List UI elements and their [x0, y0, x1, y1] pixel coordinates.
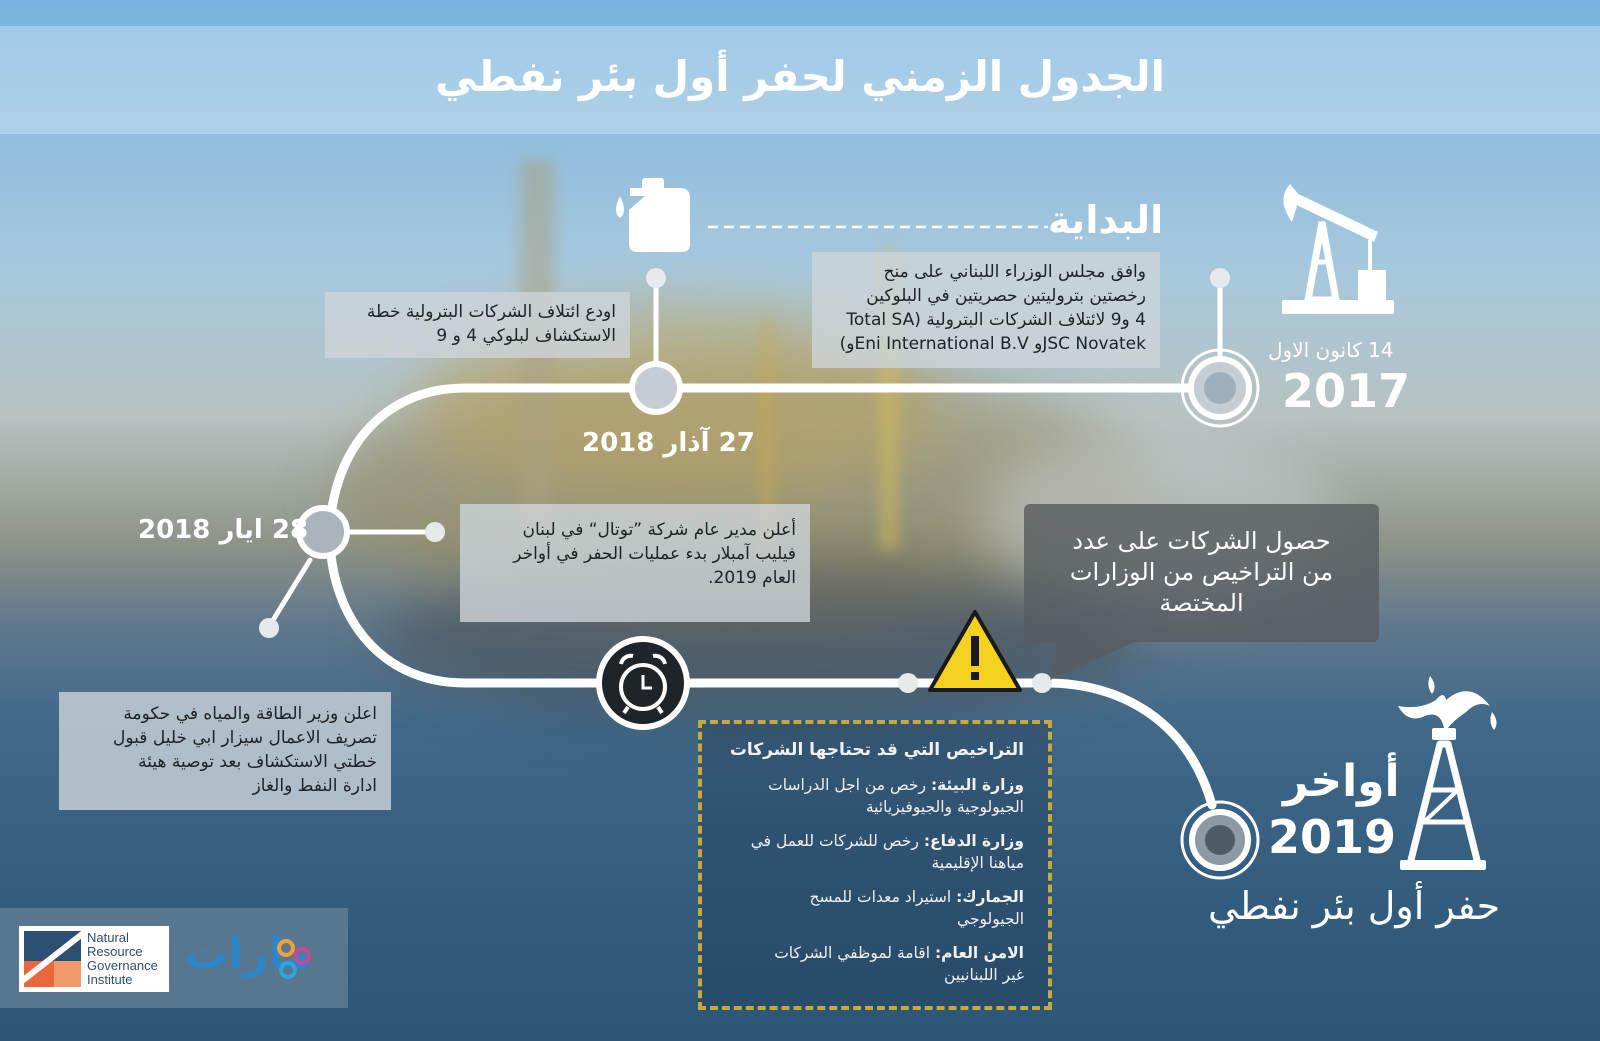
- dec-2017-description: [812, 252, 1160, 368]
- license-item: [722, 886, 1024, 930]
- nrgi-line-2: Resource: [87, 944, 143, 959]
- license-text-2: الجيولوجي: [957, 910, 1024, 928]
- nrgi-line-4: Institute: [87, 972, 133, 987]
- warning-icon: [930, 612, 1020, 690]
- mar-2018-text-2: الاستكشاف لبلوكي 4 و 9: [436, 326, 616, 346]
- end-2019-caption: حفر أول بئر نفطي: [1208, 884, 1501, 928]
- oil-derrick-icon: [1398, 676, 1497, 870]
- may-2018-text-2: فيليب آمبلار بدء عمليات الحفر في أواخر: [513, 544, 796, 564]
- dec-2017-year: 2017: [1282, 364, 1411, 418]
- mar-2018-date: 27 آذار 2018: [582, 428, 755, 458]
- license-text-2: مياهنا الإقليمية: [931, 854, 1024, 872]
- node-end-2019: [1182, 802, 1258, 878]
- node-mar-2018: [632, 364, 680, 412]
- license-ministry: وزارة البيئة:: [930, 776, 1024, 794]
- start-label: البداية: [1048, 198, 1164, 242]
- marat-dots-icon: [272, 934, 322, 984]
- oil-pump-icon: [1282, 184, 1394, 314]
- nrgi-logo: [19, 926, 169, 992]
- license-ministry: الجمارك:: [956, 888, 1024, 906]
- licenses-heading: التراخيص التي قد تحتاجها الشركات: [729, 740, 1024, 760]
- jerrycan-icon: [616, 178, 690, 252]
- minister-description: [59, 692, 391, 810]
- mar-2018-description: [325, 292, 630, 358]
- license-item: [722, 830, 1024, 874]
- minister-text-2: تصريف الاعمال سيزار ابي خليل قبول: [113, 728, 377, 748]
- dec-2017-day: 14 كانون الاول: [1268, 338, 1394, 362]
- license-text: رخص من اجل الدراسات: [768, 776, 926, 794]
- license-text: رخص للشركات للعمل في: [750, 832, 919, 850]
- may-2018-date: 28 ايار 2018: [138, 515, 309, 545]
- callout-pointer: [1050, 642, 1135, 680]
- page-title: الجدول الزمني لحفر أول بئر نفطي: [434, 52, 1166, 101]
- alarm-clock-icon: [599, 639, 687, 727]
- end-2019-year: 2019: [1268, 810, 1397, 864]
- license-item: [722, 774, 1024, 818]
- license-text: اقامة لموظفي الشركات: [774, 944, 930, 962]
- may-2018-text-1: أعلن مدير عام شركة ”توتال“ في لبنان: [522, 520, 796, 540]
- dec-2017-text-1: وافق مجلس الوزراء اللبناني على منح: [883, 262, 1146, 282]
- license-text-2: غير اللبنانيين: [944, 966, 1024, 984]
- node-dec-2017: [1182, 350, 1258, 426]
- license-text: استيراد معدات للمسح: [809, 888, 952, 906]
- minister-text-4: ادارة النفط والغاز: [252, 776, 377, 796]
- dec-2017-text-4: JSC Novatekو Eni International B.Vو): [839, 334, 1146, 354]
- nrgi-line-3: Governance: [87, 958, 158, 973]
- mar-2018-text-1: اودع ائتلاف الشركات البترولية خطة: [366, 302, 616, 322]
- license-text-2: الجيولوجية والجيوفيزيائية: [865, 798, 1024, 816]
- licenses-callout-text-2: من التراخيص من الوزارات: [1069, 558, 1334, 586]
- may-2018-text-3: العام 2019.: [708, 568, 796, 588]
- licenses-callout-text-1: حصول الشركات على عدد: [1072, 527, 1331, 555]
- dec-2017-text-2: رخصتين بتروليتين حصريتين في البلوكين: [866, 286, 1146, 306]
- minister-text-1: اعلن وزير الطاقة والمياه في حكومة: [123, 704, 377, 724]
- license-item: [722, 942, 1024, 986]
- licenses-callout: [1024, 504, 1379, 642]
- dec-2017-text-3: 4 و9 لائتلاف الشركات البترولية (Total SA: [846, 310, 1146, 330]
- license-ministry: وزارة الدفاع:: [923, 832, 1024, 850]
- licenses-box: [698, 720, 1052, 1010]
- logos-bar: [0, 908, 348, 1008]
- end-2019-label: أواخر: [1283, 756, 1400, 807]
- nrgi-line-1: Natural: [87, 930, 129, 945]
- marat-logo: مارات: [184, 928, 313, 979]
- minister-text-3: خطتي الاستكشاف بعد توصية هيئة: [138, 752, 377, 772]
- licenses-callout-text-3: المختصة: [1159, 589, 1244, 617]
- nrgi-mark-icon: [24, 931, 81, 987]
- may-2018-description: [460, 504, 810, 622]
- license-ministry: الامن العام:: [934, 944, 1024, 962]
